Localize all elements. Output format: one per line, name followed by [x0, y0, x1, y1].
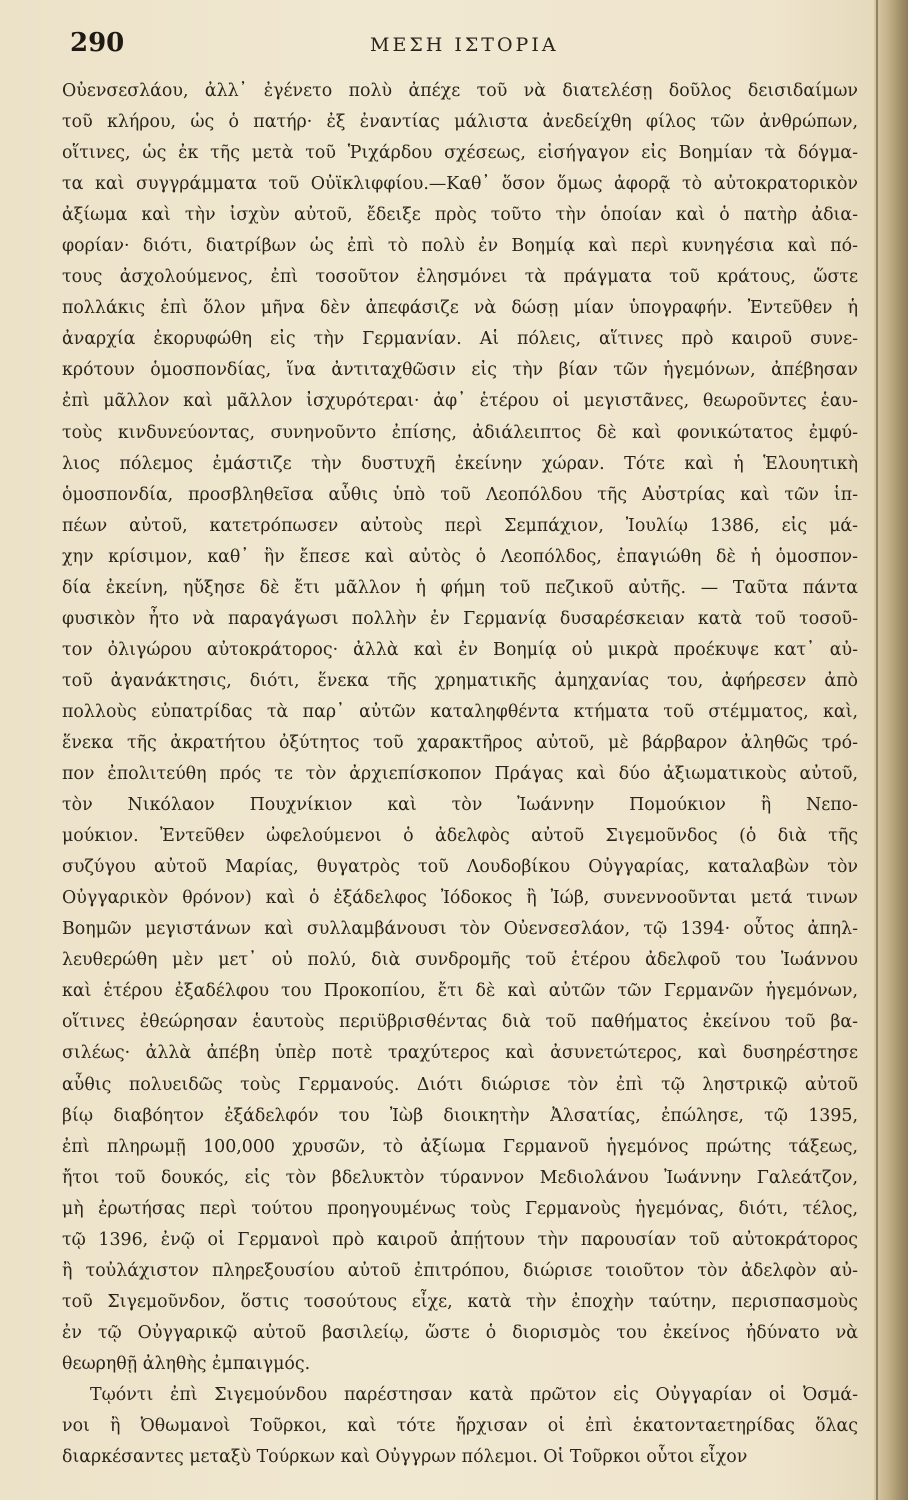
text-line: ἕνεκα τῆς ἀκρατήτου ὀξύτητος τοῦ χαρακτῆρος αὐτοῦ, μὲ βάρβαρον ἀληθῶς τρό-	[62, 732, 858, 753]
text-line: οἵτινες, ὡς ἐκ τῆς μετὰ τοῦ Ῥιχάρδου σχέσεως, εἰσήγαγον εἰς Βοημίαν τὰ δόγμα-	[62, 143, 858, 164]
text-line: χην κρίσιμον, καθ᾽ ἣν ἔπεσε καὶ αὐτὸς ὁ Λεοπόλδος, ἐπαγιώθη δὲ ἡ ὁμοσπον-	[62, 546, 858, 567]
text-line: τοῦ Σιγεμοῦνδον, ὅστις τοσούτους εἶχε, κατὰ τὴν ἐποχὴν ταύτην, περισπασμοὺς	[62, 1291, 858, 1312]
text-line: Οὐγγαρικὸν θρόνον) καὶ ὁ ἐξάδελφος Ἰόδοκος ἢ Ἰώβ, συνεννοοῦνται μετά τινων	[62, 888, 858, 909]
text-line: ὁμοσπονδία, προσβληθεῖσα αὖθις ὑπὸ τοῦ Λεοπόλδου τῆς Αὐστρίας καὶ τῶν ἱπ-	[62, 484, 858, 505]
text-line: νοι ἢ Ὀθωμανοὶ Τοῦρκοι, καὶ τότε ἤρχισαν οἱ ἐπὶ ἑκατονταετηρίδας ὅλας	[62, 1416, 858, 1437]
text-line: πέων αὐτοῦ, κατετρόπωσεν αὐτοὺς περὶ Σεμπάχιον, Ἰουλίῳ 1386, εἰς μά-	[62, 515, 858, 536]
text-line: τον ὀλιγώρου αὐτοκράτορος· ἀλλὰ καὶ ἐν Βοημίᾳ οὐ μικρὰ προέκυψε κατ᾽ αὐ-	[62, 639, 858, 660]
text-line: Οὐενσεσλάου, ἀλλ᾽ ἐγένετο πολὺ ἀπέχε τοῦ νὰ διατελέσῃ δοῦλος δεισιδαίμων	[62, 81, 858, 101]
text-line: ἀναρχία ἐκορυφώθη εἰς τὴν Γερμανίαν. Αἱ πόλεις, αἵτινες πρὸ καιροῦ συνε-	[62, 329, 858, 350]
text-line: τους ἀσχολούμενος, ἐπὶ τοσοῦτον ἐλησμόνει τὰ πράγματα τοῦ κράτους, ὥστε	[62, 267, 858, 288]
text-line: ἢ τοὐλάχιστον πληρεξουσίου αὐτοῦ ἐπιτρόπου, διώρισε τοιοῦτον τὸν ἀδελφὸν αὐ-	[62, 1260, 858, 1281]
text-line: λευθερώθη μὲν μετ᾽ οὐ πολύ, διὰ συνδρομῆς τοῦ ἑτέρου ἀδελφοῦ του Ἰωάννου	[62, 950, 858, 971]
book-gutter	[874, 0, 908, 1500]
text-line: πολλάκις ἐπὶ ὅλον μῆνα δὲν ἀπεφάσιζε νὰ δώσῃ μίαν ὑπογραφήν. Ἐντεῦθεν ἡ	[62, 298, 858, 319]
text-line: ἤτοι τοῦ δουκός, εἰς τὸν βδελυκτὸν τύραννον Μεδιολάνου Ἰωάννην Γαλεάτζον,	[62, 1167, 858, 1188]
text-line: Τῳόντι ἐπὶ Σιγεμούνδου παρέστησαν κατὰ πρῶτον εἰς Οὐγγαρίαν οἱ Ὀσμά-	[90, 1384, 858, 1405]
gutter-edge	[876, 0, 878, 1500]
text-line: τοῦ κλήρου, ὡς ὁ πατήρ· ἐξ ἐναντίας μάλιστα ἀνεδείχθη φίλος τῶν ἀνθρώπων,	[62, 112, 858, 133]
text-line: καὶ ἑτέρου ἐξαδέλφου του Προκοπίου, ἔτι δὲ καὶ αὐτῶν τῶν Γερμανῶν ἡγεμόνων,	[62, 981, 858, 1002]
text-line: συζύγου αὐτοῦ Μαρίας, θυγατρὸς τοῦ Λουδοβίκου Οὐγγαρίας, καταλαβὼν τὸν	[62, 857, 858, 878]
text-line: τοῦ ἀγανάκτησις, διότι, ἕνεκα τῆς χρηματικῆς ἀμηχανίας του, ἀφήρεσεν ἀπὸ	[62, 670, 858, 691]
text-line: πολλοὺς εὐπατρίδας τὰ παρ᾽ αὐτῶν καταληφθέντα κτήματα τοῦ στέμματος, καὶ,	[62, 701, 858, 722]
text-line: θεωρηθῇ ἀληθὴς ἐμπαιγμός.	[62, 1353, 311, 1374]
page-number: 290	[70, 28, 125, 58]
text-line: φορίαν· διότι, διατρίβων ὡς ἐπὶ τὸ πολὺ ἐν Βοημίᾳ καὶ περὶ κυνηγέσια καὶ πό-	[62, 236, 858, 257]
text-line: τὸν Νικόλαον Πουχνίκιον καὶ τὸν Ἰωάννην Πομούκιον ἢ Νεπο-	[62, 795, 858, 816]
text-line: σιλέως· ἀλλὰ ἀπέβη ὑπὲρ ποτὲ τραχύτερος καὶ ἀσυνετώτερος, καὶ δυσηρέστησε	[62, 1043, 858, 1064]
page-header	[70, 28, 860, 68]
text-line: Βοημῶν μεγιστάνων καὶ συλλαμβάνουσι τὸν Οὐενσεσλάον, τῷ 1394· οὗτος ἀπηλ-	[62, 919, 858, 940]
text-line: ἐπὶ μᾶλλον καὶ μᾶλλον ἰσχυρότεραι· ἀφ᾽ ἑτέρου οἱ μεγιστᾶνες, θεωροῦντες ἑαυ-	[62, 391, 858, 412]
text-line: διαρκέσαντες μεταξὺ Τούρκων καὶ Οὐγγρων πόλεμοι. Οἱ Τοῦρκοι οὗτοι εἶχον	[62, 1447, 748, 1468]
text-line: κρότουν ὁμοσπονδίας, ἵνα ἀντιταχθῶσιν εἰς τὴν βίαν τῶν ἡγεμόνων, ἀπέβησαν	[62, 360, 858, 381]
text-line: δία ἐκείνη, ηὔξησε δὲ ἔτι μᾶλλον ἡ φήμη τοῦ πεζικοῦ αὐτῆς. — Ταῦτα πάντα	[62, 577, 858, 598]
text-line: πον ἐπολιτεύθη πρός τε τὸν ἀρχιεπίσκοπον Πράγας καὶ δύο ἀξιωματικοὺς αὐτοῦ,	[62, 764, 858, 785]
text-line: ἐν τῷ Οὐγγαρικῷ αὐτοῦ βασιλείῳ, ὥστε ὁ διορισμὸς του ἐκείνος ἠδύνατο νὰ	[62, 1322, 858, 1343]
text-line: οἵτινες ἐθεώρησαν ἑαυτοὺς περιϋβρισθέντας διὰ τοῦ παθήματος ἐκείνου τοῦ βα-	[62, 1012, 858, 1033]
text-line: τῷ 1396, ἐνῷ οἱ Γερμανοὶ πρὸ καιροῦ ἀπῄτουν τὴν παρουσίαν τοῦ αὐτοκράτορος	[62, 1229, 858, 1250]
text-line: ἀξίωμα καὶ τὴν ἰσχὺν αὐτοῦ, ἔδειξε πρὸς τοῦτο τὴν ὁποίαν καὶ ὁ πατὴρ ἀδια-	[62, 205, 858, 226]
text-line: βίῳ διαβόητον ἐξάδελφόν του Ἰὼβ διοικητὴν Ἀλσατίας, ἐπώλησε, τῷ 1395,	[62, 1105, 858, 1126]
text-line: αὖθις πολυειδῶς τοὺς Γερμανούς. Διότι διώρισε τὸν ἐπὶ τῷ ληστρικῷ αὐτοῦ	[62, 1074, 858, 1095]
text-line: φυσικὸν ἦτο νὰ παραγάγωσι πολλὴν ἐν Γερμανίᾳ δυσαρέσκειαν κατὰ τοῦ τοσοῦ-	[62, 608, 858, 629]
running-title: ΜΕΣΗ ΙΣΤΟΡΙΑ	[370, 34, 559, 56]
text-line: μὴ ἐρωτήσας περὶ τούτου προηγουμένως τοὺς Γερμανοὺς ἡγεμόνας, διότι, τέλος,	[62, 1198, 858, 1219]
body-text	[62, 76, 858, 1473]
text-line: λιος πόλεμος ἐμάστιζε τὴν δυστυχῆ ἐκείνην χώραν. Τότε καὶ ἡ Ἑλουητικὴ	[62, 453, 858, 474]
text-line: ἐπὶ πληρωμῇ 100,000 χρυσῶν, τὸ ἀξίωμα Γερμανοῦ ἡγεμόνος πρώτης τάξεως,	[62, 1136, 858, 1157]
text-line: τοὺς κινδυνεύοντας, συνηνοῦντο ἐπίσης, ἀδιάλειπτος δὲ καὶ φονικώτατος ἐμφύ-	[62, 422, 858, 443]
text-line: μούκιον. Ἐντεῦθεν ὠφελούμενοι ὁ ἀδελφὸς αὐτοῦ Σιγεμοῦνδος (ὁ διὰ τῆς	[62, 826, 858, 847]
text-line: τα καὶ συγγράμματα τοῦ Οὐϊκλιφφίου.—Καθ᾽ ὅσον ὅμως ἀφορᾷ τὸ αὐτοκρατορικὸν	[62, 174, 858, 195]
